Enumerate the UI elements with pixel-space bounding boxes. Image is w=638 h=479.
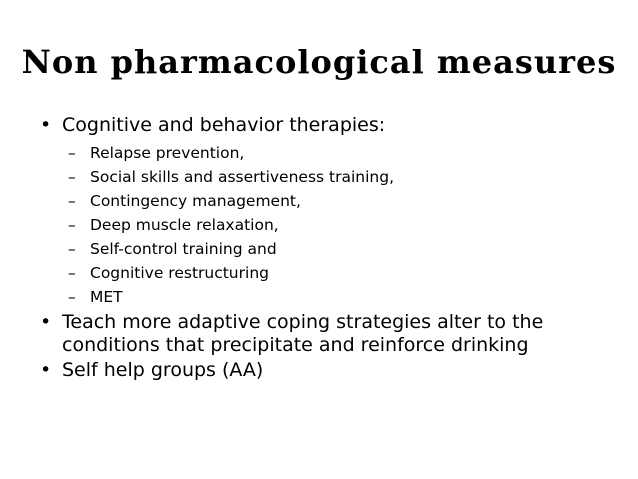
sub-item-text: Cognitive restructuring <box>90 264 269 282</box>
sub-item-text: MET <box>90 288 123 306</box>
sub-item <box>40 237 620 261</box>
bullet-item <box>40 311 620 357</box>
bullet-marker: • <box>40 311 52 333</box>
bullet-item <box>40 359 620 382</box>
sub-item-text: Deep muscle relaxation, <box>90 216 279 234</box>
dash-marker: – <box>68 288 76 306</box>
sub-item-text: Self-control training and <box>90 240 277 258</box>
sub-item-text: Social skills and assertiveness training, <box>90 168 395 186</box>
sub-item <box>40 213 620 237</box>
sub-item <box>40 285 620 309</box>
sub-item-text: Relapse prevention, <box>90 144 245 162</box>
slide-title: Non pharmacological measures <box>21 43 617 81</box>
sub-item <box>40 189 620 213</box>
sub-item-text: Contingency management, <box>90 192 301 210</box>
dash-marker: – <box>68 192 76 210</box>
bullet-text: Cognitive and behavior therapies: <box>62 114 386 136</box>
bullet-marker: • <box>40 114 52 136</box>
bullet-marker: • <box>40 359 52 381</box>
bullet-item <box>40 114 620 137</box>
dash-marker: – <box>68 264 76 282</box>
dash-marker: – <box>68 240 76 258</box>
sub-item <box>40 141 620 165</box>
slide-content <box>40 114 620 382</box>
bullet-text: Self help groups (AA) <box>62 359 264 381</box>
dash-marker: – <box>68 168 76 186</box>
dash-marker: – <box>68 144 76 162</box>
dash-marker: – <box>68 216 76 234</box>
sub-item <box>40 165 620 189</box>
bullet-text: Teach more adaptive coping strategies alter to the conditions that precipitate and reinforce drinking <box>62 311 544 356</box>
sub-list <box>40 141 620 309</box>
sub-item <box>40 261 620 285</box>
